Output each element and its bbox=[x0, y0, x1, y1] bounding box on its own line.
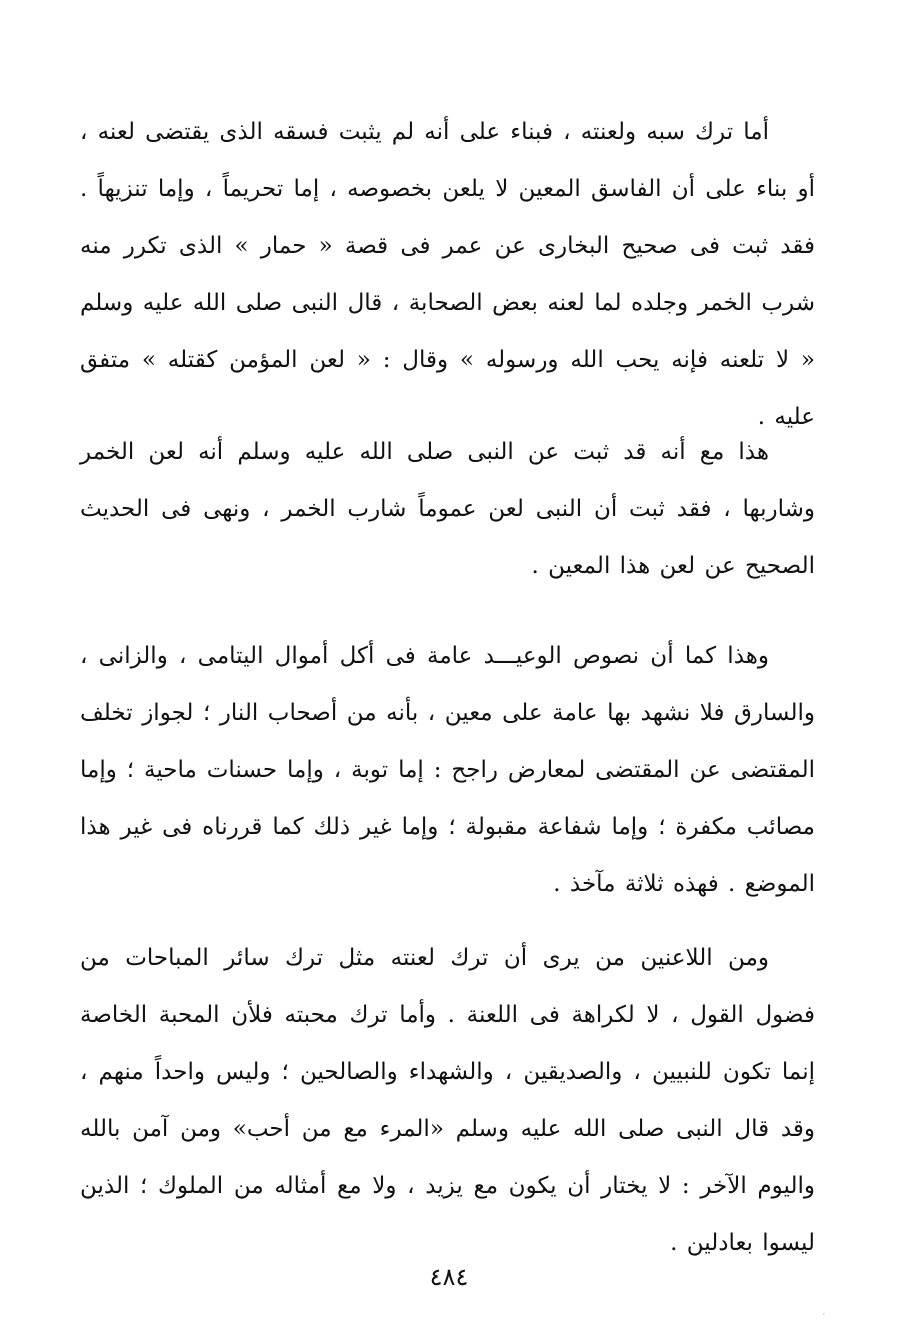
paragraph-2-text: هذا مع أنه قد ثبت عن النبى صلى الله عليه وسلم أنه لعن الخمر وشاربها ، فقد ثبت أن النبى لعن عموماً شارب الخمر ، ونهى فى الحديث الصحيح عن لعن هذا المعين . bbox=[80, 439, 815, 579]
paragraph-1 bbox=[80, 104, 815, 446]
paragraph-4-text: ومن اللاعنين من يرى أن ترك لعنته مثل ترك سائر المباحات من فضول القول ، لا لكراهة فى اللعنة . وأما ترك محبته فلأن المحبة الخاصة إنما تكون للنبيين ، والصديقين ، والشهداء والصالحين ؛ وليس واحداً منهم ، وقد قال النبى صلى الله عليه وسلم «المرء مع من أحب» ومن آمن بالله واليوم الآخر : لا يختار أن يكون مع يزيد ، ولا مع أمثاله من الملوك ؛ الذين ليسوا بعادلين . bbox=[80, 945, 815, 1256]
paragraph-3 bbox=[80, 628, 815, 913]
paragraph-4 bbox=[80, 930, 815, 1272]
page-number: ٤٨٤ bbox=[429, 1263, 469, 1291]
corner-mark: · bbox=[822, 1307, 826, 1321]
paragraph-2 bbox=[80, 424, 815, 595]
paragraph-1-text: أما ترك سبه ولعنته ، فبناء على أنه لم يثبت فسقه الذى يقتضى لعنه ، أو بناء على أن الفاسق المعين لا يلعن بخصوصه ، إما تحريماً ، وإما تنزيهاً . فقد ثبت فى صحيح البخارى عن عمر فى قصة « حمار » الذى تكرر منه شرب الخمر وجلده لما لعنه بعض الصحابة ، قال النبى صلى الله عليه وسلم « لا تلعنه فإنه يحب الله ورسوله » وقال : « لعن المؤمن كقتله » متفق عليه . bbox=[80, 119, 815, 430]
paragraph-3-text: وهذا كما أن نصوص الوعيـــد عامة فى أكل أموال اليتامى ، والزانى ، والسارق فلا نشهد بها عامة على معين ، بأنه من أصحاب النار ؛ لجواز تخلف المقتضى عن المقتضى لمعارض راجح : إما توبة ، وإما حسنات ماحية ؛ وإما مصائب مكفرة ؛ وإما شفاعة مقبولة ؛ وإما غير ذلك كما قررناه فى غير هذا الموضع . فهذه ثلاثة مآخذ . bbox=[80, 643, 815, 897]
